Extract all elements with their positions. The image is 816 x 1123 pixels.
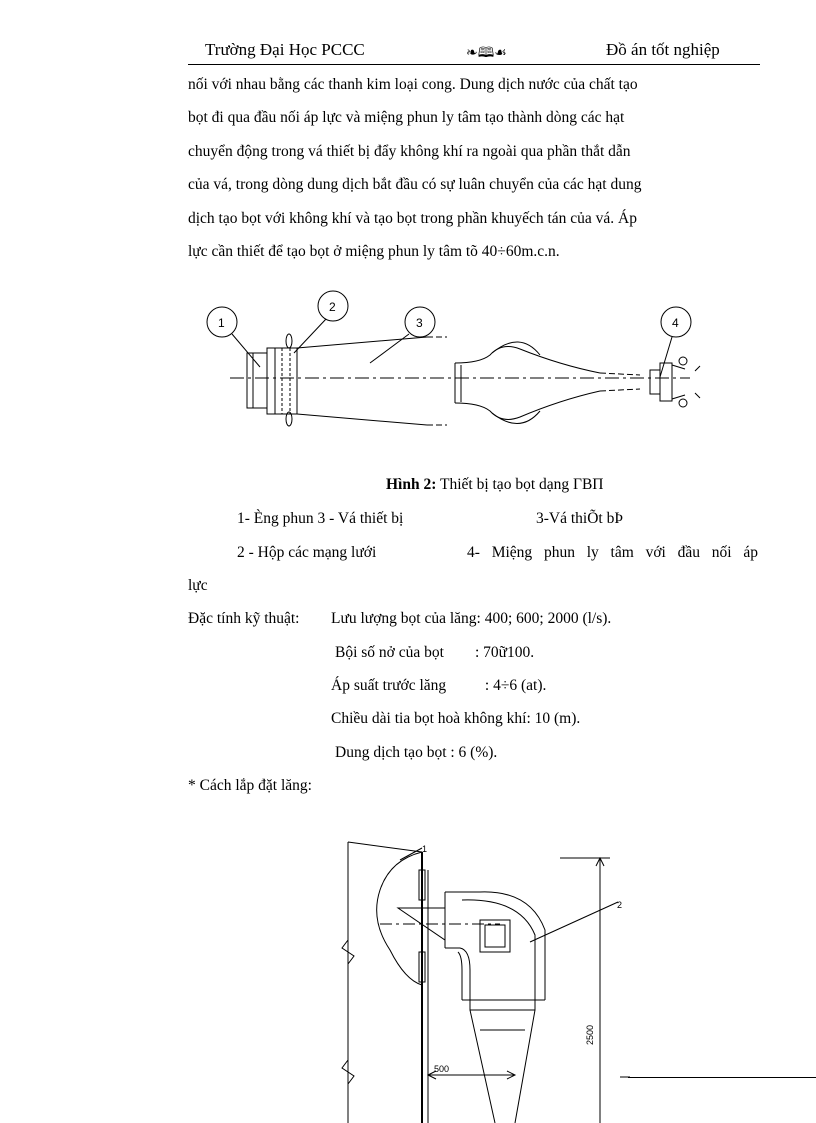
intro-line: chuyển động trong vá thiết bị đẩy không khí ra ngoài qua phần thắt dẫn [188, 142, 631, 160]
intro-line: lực cần thiết để tạo bọt ở miệng phun ly tâm tõ 40÷60m.c.n. [188, 243, 560, 261]
install-heading: * Cách lắp đặt lăng: [188, 777, 312, 794]
foam-generator-drawing [190, 285, 720, 445]
header-ornament: ❧🕮☙ [466, 46, 507, 61]
intro-paragraph [188, 68, 758, 268]
caption-text: Thiết bị tạo bọt dạng ГВП [436, 476, 604, 493]
specs-label: Đặc tính kỹ thuật: [188, 610, 300, 627]
callout-3: 3 [416, 316, 423, 330]
spec-item: Bội số nở của bọt : 70ữ100. [335, 644, 535, 661]
legend-item: lực [188, 577, 208, 594]
callout-2: 2 [329, 300, 336, 314]
footnote-rule [628, 1077, 816, 1078]
callout-1: 1 [218, 316, 225, 330]
callout-4: 4 [672, 316, 679, 330]
figure-caption [386, 476, 604, 494]
legend-item: 2 - Hộp các mạng lưới [237, 544, 377, 561]
spec-item: Lưu lượng bọt của lăng: 400; 600; 2000 (l/s). [331, 610, 612, 627]
intro-line: của vá, trong dòng dung dịch bắt đầu có sự luân chuyển của các hạt dung [188, 176, 642, 194]
header-doc-title: Đồ án tốt nghiệp [606, 40, 720, 59]
spec-item: Dung dịch tạo bọt : 6 (%). [335, 744, 498, 761]
intro-line: dịch tạo bọt với không khí và tạo bọt trong phần khuyếch tán của vá. Áp [188, 209, 637, 227]
legend-item: 4- Miệng phun ly tâm với đầu nối áp [467, 544, 758, 561]
caption-label: Hình 2: [386, 476, 437, 493]
dimension-width: 500 [434, 1064, 450, 1074]
legend-item: 1- Èng phun 3 - Vá thiết bị [237, 510, 404, 527]
dimension-height: 2500 [585, 1024, 595, 1045]
page-header [188, 38, 760, 65]
spec-item: Chiều dài tia bọt hoà không khí: 10 (m). [331, 710, 581, 727]
legend-item: 3-Vá thiÕt bÞ [536, 510, 623, 527]
drawing-label-2: 2 [617, 900, 623, 910]
drawing-label-1: 1 [422, 844, 428, 854]
intro-line: nối với nhau bằng các thanh kim loại cong. Dung dịch nước của chất tạo [188, 76, 638, 93]
intro-line: bọt đi qua đầu nối áp lực và miệng phun ly tâm tạo thành dòng các hạt [188, 109, 625, 127]
header-school: Trường Đại Học PCCC [205, 40, 365, 59]
installation-drawing [330, 830, 623, 1123]
spec-item: Áp suất trước lăng : 4÷6 (at). [331, 677, 547, 694]
